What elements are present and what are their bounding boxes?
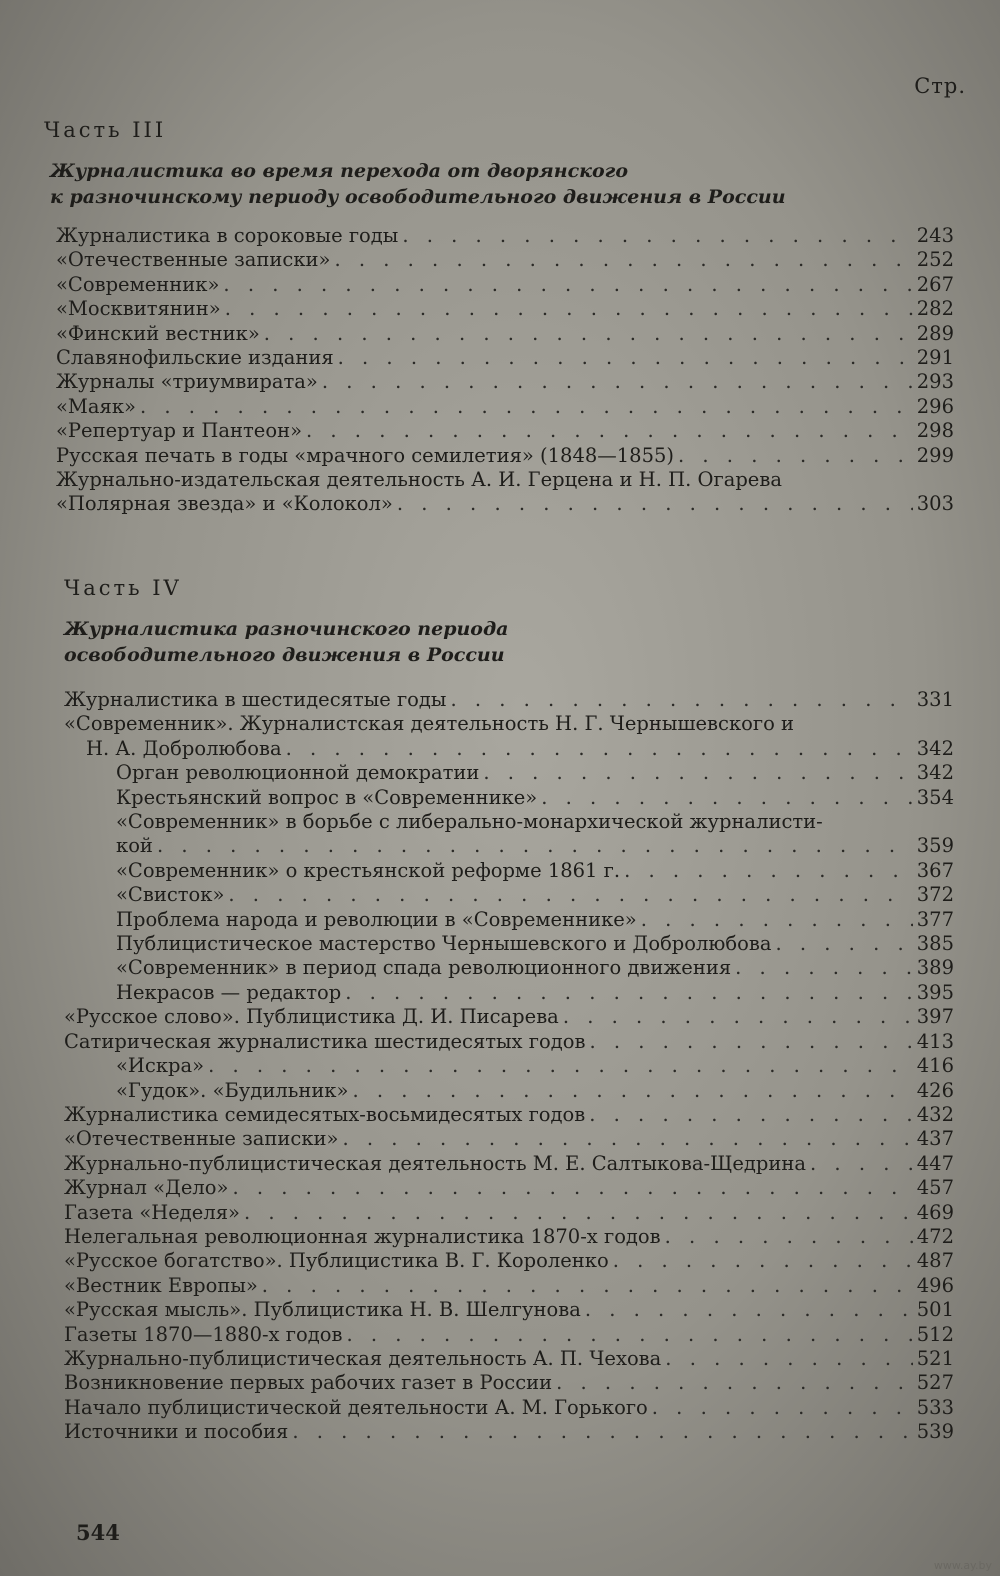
- toc-entry: [64, 1079, 954, 1103]
- toc-entry-page: 293: [916, 370, 954, 394]
- toc-entry: [64, 761, 954, 785]
- part-3-toc: [56, 224, 954, 517]
- toc-entry: [64, 1323, 954, 1347]
- leader-dots: [228, 883, 912, 907]
- toc-entry-title: «Репертуар и Пантеон»: [56, 419, 302, 443]
- toc-entry: [64, 932, 954, 956]
- toc-entry-title: Славянофильские издания: [56, 346, 334, 370]
- toc-entry-page: 291: [916, 346, 954, 370]
- toc-entry-title: Сатирическая журналистика шестидесятых годов: [64, 1029, 586, 1053]
- toc-entry-page: 389: [916, 956, 954, 980]
- toc-entry-page: 426: [916, 1078, 954, 1102]
- toc-entry-title: «Современник» в период спада революционного движения: [116, 956, 732, 980]
- toc-entry-page: 282: [916, 297, 954, 321]
- part-4-label: Часть IV: [64, 576, 182, 600]
- leader-dots: [556, 1371, 913, 1395]
- part-3-title-line1: Журналистика во время перехода от дворянского: [50, 160, 629, 182]
- toc-entry: [64, 712, 954, 761]
- leader-dots: [450, 688, 912, 712]
- leader-dots: [735, 956, 913, 980]
- part-4-toc: [64, 688, 954, 1445]
- toc-entry-page: 539: [916, 1420, 954, 1444]
- toc-entry-title-line2: кой: [116, 834, 153, 858]
- toc-entry: [56, 395, 954, 419]
- toc-entry-page: 289: [916, 321, 954, 345]
- toc-entry-page: 298: [916, 419, 954, 443]
- toc-entry-page: 447: [916, 1151, 954, 1175]
- page-column-header: Стр.: [914, 74, 966, 98]
- toc-entry: [64, 1249, 954, 1273]
- toc-entry-page: 296: [916, 394, 954, 418]
- leader-dots: [232, 1176, 912, 1200]
- toc-entry-page: 342: [916, 761, 954, 785]
- leader-dots: [613, 1249, 913, 1273]
- toc-entry-page: 299: [916, 443, 954, 467]
- toc-entry-title: Возникновение первых рабочих газет в России: [64, 1371, 553, 1395]
- leader-dots: [483, 761, 912, 785]
- part-3-title: [50, 158, 954, 210]
- leader-dots: [286, 737, 913, 761]
- leader-dots: [397, 492, 913, 516]
- toc-entry-title-line2: «Полярная звезда» и «Колокол»: [56, 492, 393, 516]
- leader-dots: [585, 1298, 913, 1322]
- toc-entry: [64, 883, 954, 907]
- toc-entry-title: «Русское богатство». Публицистика В. Г. Короленко: [64, 1249, 609, 1273]
- toc-entry: [56, 346, 954, 370]
- toc-entry-page: 413: [916, 1029, 954, 1053]
- toc-entry-title: Журнал «Дело»: [64, 1176, 229, 1200]
- part-4-section: [64, 576, 954, 1445]
- leader-dots: [589, 1030, 912, 1054]
- leader-dots: [810, 1152, 913, 1176]
- leader-dots: [775, 932, 912, 956]
- toc-entry-title: Источники и пособия: [64, 1420, 289, 1444]
- toc-entry-title: Газеты 1870—1880-х годов: [64, 1322, 343, 1346]
- toc-entry: [64, 908, 954, 932]
- toc-entry: [56, 248, 954, 272]
- toc-entry: [64, 1005, 954, 1029]
- leader-dots: [334, 248, 912, 272]
- toc-entry-title: «Русская мысль». Публицистика Н. В. Шелгунова: [64, 1298, 581, 1322]
- toc-entry: [64, 1152, 954, 1176]
- toc-entry-title: «Отечественные записки»: [64, 1127, 339, 1151]
- leader-dots: [563, 1005, 913, 1029]
- toc-entry-page: 533: [916, 1395, 954, 1419]
- toc-entry-page: 472: [916, 1224, 954, 1248]
- toc-entry-title: Крестьянский вопрос в «Современнике»: [116, 785, 538, 809]
- toc-entry: [64, 1201, 954, 1225]
- part-3-section: [44, 118, 954, 517]
- toc-entry-page: 377: [916, 907, 954, 931]
- toc-entry-title: Нелегальная революционная журналистика 1870-х годов: [64, 1224, 661, 1248]
- toc-entry-page: 367: [916, 858, 954, 882]
- toc-entry-title: «Современник» о крестьянской реформе 1861 г.: [116, 858, 621, 882]
- toc-entry-page: 331: [916, 688, 954, 711]
- toc-entry: [64, 1347, 954, 1371]
- leader-dots: [345, 981, 913, 1005]
- leader-dots: [342, 1127, 912, 1151]
- leader-dots: [208, 1054, 913, 1078]
- toc-entry-title: Начало публицистической деятельности А. М. Горького: [64, 1395, 648, 1419]
- toc-entry-page: 303: [916, 492, 954, 516]
- toc-entry: [64, 859, 954, 883]
- watermark: www.ay.by: [933, 1559, 992, 1572]
- toc-entry-page: 512: [916, 1322, 954, 1346]
- toc-entry: [64, 956, 954, 980]
- leader-dots: [652, 1396, 913, 1420]
- leader-dots: [225, 297, 913, 321]
- toc-entry-page: 385: [916, 932, 954, 956]
- toc-entry-title: Орган революционной демократии: [116, 761, 480, 785]
- toc-entry: [56, 444, 954, 468]
- toc-entry-page: 252: [916, 248, 954, 272]
- toc-entry-page: 469: [916, 1200, 954, 1224]
- toc-entry-page: 527: [916, 1371, 954, 1395]
- toc-entry: [56, 468, 954, 517]
- leader-dots: [338, 346, 913, 370]
- toc-entry-page: 437: [916, 1127, 954, 1151]
- toc-entry-title-line1: Журнально-издательская деятельность А. И. Герцена и Н. П. Огарева: [56, 468, 782, 492]
- toc-entry-page: 354: [916, 785, 954, 809]
- part-4-title-line1: Журналистика разночинского периода: [64, 618, 509, 640]
- leader-dots: [665, 1225, 913, 1249]
- leader-dots: [322, 370, 913, 394]
- toc-entry-title: «Вестник Европы»: [64, 1273, 258, 1297]
- leader-dots: [665, 1347, 912, 1371]
- toc-entry: [64, 1298, 954, 1322]
- leader-dots: [264, 322, 913, 346]
- toc-entry: [64, 688, 954, 712]
- leader-dots: [292, 1420, 912, 1444]
- toc-entry: [56, 224, 954, 248]
- toc-entry: [64, 1176, 954, 1200]
- leader-dots: [589, 1103, 913, 1127]
- toc-entry-title-line1: «Современник». Журналистская деятельность Н. Г. Чернышевского и: [64, 712, 795, 736]
- part-3-label: Часть III: [44, 118, 167, 142]
- leader-dots: [624, 859, 913, 883]
- leader-dots: [157, 834, 913, 858]
- toc-entry-title: Газета «Неделя»: [64, 1200, 240, 1224]
- toc-entry-page: 457: [916, 1176, 954, 1200]
- toc-entry-page: 372: [916, 883, 954, 907]
- page-number: 544: [76, 1520, 120, 1545]
- leader-dots: [346, 1323, 912, 1347]
- toc-entry-title: Публицистическое мастерство Чернышевского и Добролюбова: [116, 932, 772, 956]
- toc-entry-title: Журналистика в шестидесятые годы: [64, 688, 447, 711]
- toc-entry-page: 496: [916, 1273, 954, 1297]
- toc-entry-title: «Москвитянин»: [56, 297, 221, 321]
- toc-entry-title: Журналистика в сороковые годы: [56, 224, 399, 247]
- toc-entry-title: «Свисток»: [116, 883, 225, 907]
- toc-entry: [64, 810, 954, 859]
- toc-entry-title: Некрасов — редактор: [116, 980, 342, 1004]
- toc-entry: [56, 322, 954, 346]
- toc-entry: [56, 419, 954, 443]
- toc-entry-page: 342: [916, 736, 954, 760]
- toc-entry: [64, 1274, 954, 1298]
- toc-entry: [64, 1225, 954, 1249]
- leader-dots: [244, 1201, 913, 1225]
- leader-dots: [402, 224, 912, 248]
- toc-entry: [56, 297, 954, 321]
- toc-entry-page: 359: [916, 834, 954, 858]
- leader-dots: [223, 273, 912, 297]
- leader-dots: [262, 1274, 913, 1298]
- toc-entry: [64, 786, 954, 810]
- part-3-title-line2: к разночинскому периоду освободительного движения в России: [50, 186, 786, 208]
- toc-entry-title: «Русское слово». Публицистика Д. И. Писарева: [64, 1005, 559, 1029]
- toc-entry-title: Журналистика семидесятых-восьмидесятых годов: [64, 1102, 586, 1126]
- toc-entry-title-line1: «Современник» в борьбе с либерально-монархической журналисти-: [116, 810, 823, 834]
- part-4-title-line2: освободительного движения в России: [64, 644, 505, 666]
- toc-entry-title: Журналы «триумвирата»: [56, 370, 318, 394]
- toc-entry: [64, 1396, 954, 1420]
- leader-dots: [352, 1079, 912, 1103]
- toc-entry-title: Журнально-публицистическая деятельность А. П. Чехова: [64, 1346, 662, 1370]
- toc-entry-page: 521: [916, 1346, 954, 1370]
- toc-entry-page: 267: [916, 272, 954, 296]
- toc-entry: [64, 1030, 954, 1054]
- toc-entry-title: Журнально-публицистическая деятельность М. Е. Салтыкова-Щедрина: [64, 1151, 807, 1175]
- toc-entry-title: Проблема народа и революции в «Современнике»: [116, 907, 637, 931]
- toc-entry-title-line2: Н. А. Добролюбова: [86, 736, 282, 760]
- leader-dots: [678, 444, 913, 468]
- leader-dots: [306, 419, 913, 443]
- toc-entry-title: «Современник»: [56, 272, 220, 296]
- toc-entry-page: 501: [916, 1298, 954, 1322]
- toc-entry-page: 395: [916, 980, 954, 1004]
- toc-entry-title: «Искра»: [116, 1054, 205, 1078]
- toc-entry: [64, 1103, 954, 1127]
- toc-entry-title: «Финский вестник»: [56, 321, 260, 345]
- leader-dots: [641, 908, 913, 932]
- toc-entry: [64, 1371, 954, 1395]
- toc-entry: [64, 1420, 954, 1444]
- toc-entry: [64, 1127, 954, 1151]
- leader-dots: [541, 786, 913, 810]
- toc-entry-page: 416: [916, 1054, 954, 1078]
- toc-entry-title: «Гудок». «Будильник»: [116, 1078, 349, 1102]
- leader-dots: [140, 395, 913, 419]
- toc-entry-page: 432: [916, 1102, 954, 1126]
- toc-entry-title: Русская печать в годы «мрачного семилетия» (1848—1855): [56, 443, 674, 467]
- toc-entry-title: «Маяк»: [56, 394, 136, 418]
- toc-entry: [56, 370, 954, 394]
- toc-entry: [64, 1054, 954, 1078]
- toc-entry-title: «Отечественные записки»: [56, 248, 331, 272]
- toc-entry-page: 243: [916, 224, 954, 247]
- toc-entry-page: 487: [916, 1249, 954, 1273]
- part-4-title: [64, 616, 954, 668]
- toc-entry: [56, 273, 954, 297]
- toc-entry: [64, 981, 954, 1005]
- toc-entry-page: 397: [916, 1005, 954, 1029]
